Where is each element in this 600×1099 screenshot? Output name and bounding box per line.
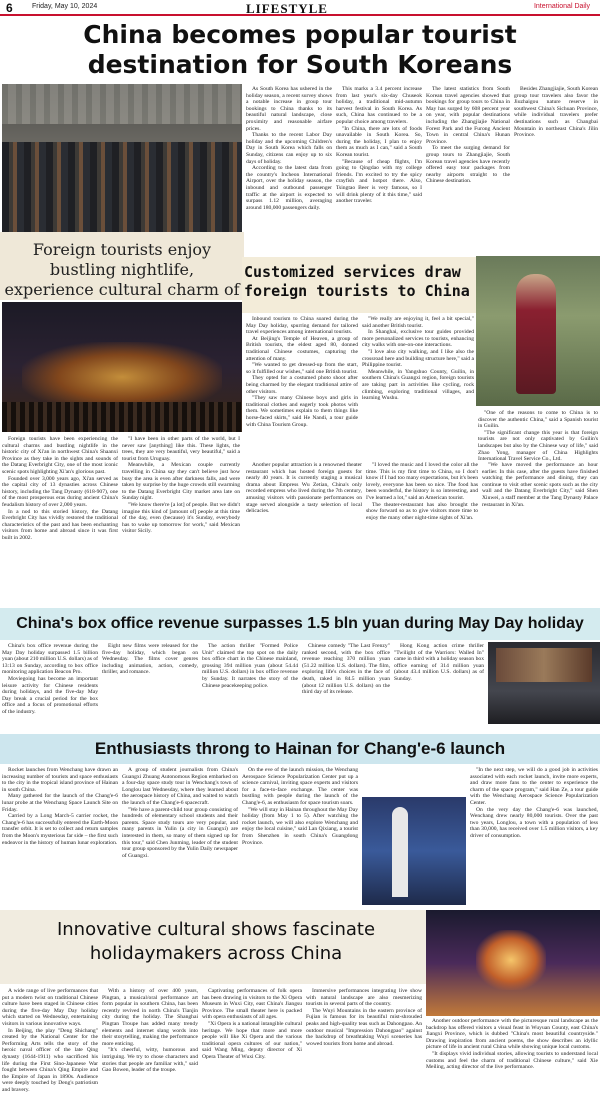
hainan-column-3: On the eve of the launch mission, the Wenchang Aerospace Science Popularization Center put up a science carnival, inviting space experts and visitors for a face-to-face exchange. The center was bustling with people during the launch of the Chang'e-6, as enthusiasm for space tourism soars. "We will stay in Hainan throughout the May Day holiday (from May 1 to 5). After watching the rocket launch, we will also explore Wenchang and enjoy the local cuisine," said Lan Qixiang, a tourist from Shenzhen in south China's Guangdong Province. [242,767,358,846]
innovative-headline: Innovative cultural shows fascinate holidaymakers across China [56,919,376,964]
paper-name: International Daily [533,3,590,10]
section-name: LIFESTYLE [246,1,328,16]
xian-column-5: "We have moved the performance an hour earlier. In this case, after the guests have finished watching the performance and dining, they can continue to visit other scenic spots such as the city wall and the Datang Everbright City," said Shen Xiuwei, a staff member at the Tang Dynasty Palace restaurant in Xi'an. [482,462,598,508]
xian-column-3: Another popular attraction is a renowned theater restaurant which has hosted foreign guests for nearly 40 years. It is currently staging a musical drama about Empress Wu Zetian, China's only recorded empress who lived during the 7th century, amusing visitors with passionate performances on stage served alongside a tasty selection of local delicacies. [246,462,362,515]
lead-column-3: The latest statistics from South Korean travel agencies showed that bookings for group tours to China in May has surged by 608 percent year on year, with popular destinations including the Zhangjiajie National Forest Park and the Furong Ancient Town in central China's Hunan Province. To meet the surging demand for group tours to Zhangjiajie, South Korean travel agencies have recently offered easy tour packages from nearby airports straight to the Chinese destination. [426,86,510,185]
airport-crowd-photo [2,84,242,232]
hainan-column-1: Rocket launches from Wenchang have drawn an increasing number of tourists and space enthusiasts to the city in the tropical island province of Hainan in south China. Many gathered for the launch of the Chang'e-6 lunar probe at the Wenchang Space Launch Site on Friday. Carried by a Long March-5 carrier rocket, the Chang'e-6 has successfully entered the Earth-Moon transfer orbit. It is set to collect and return samples from the Moon's mysterious far side – the first such endeavor in the history of human lunar exploration. [2,767,118,846]
rocket-model-photo [362,797,466,905]
lead-column-1: As South Korea has ushered in the holiday season, a recent survey shows a notable increase in group tour bookings to China thanks to its beautiful natural landscape, close proximity and reasonable airfare prices. Thanks to the recent Labor Day holiday and the upcoming Children's Day in South Korea which falls on Sunday, citizens can enjoy up to six days of holiday. According to the latest data from the country's Incheon International Airport, over the holiday season, the inbound and outbound passenger traffic at the airport is expected to surpass 1.12 million, averaging around 180,000 passengers daily. [246,86,332,211]
xian-headline: Foreign tourists enjoy bustling nightlife, experience cultural charm of [4,240,240,299]
xian-column-2: "I have been in other parts of the world, but I never saw [anything] like this. These lights, the trees, they are very beautiful, very beautiful," said a tourist from Uruguay. Meanwhile, a Mexican couple currently travelling in China say they can't believe just how busy the area is even after darkness falls, and were taken by surprise by the huge crowds still swarming to the Datang Everbright City market area late on Sunday night. "We know there're [a lot] of people. But we didn't imagine this kind of [amount of] people at this time of the day, even (because) it's Sunday, everybody has to wake up tomorrow for work," said Mexican visitor Sicily. [122,436,240,535]
customized-column-2: "We really are enjoying it, feel a bit special," said another British tourist. In Shanghai, exclusive tour guides provided more personalized services to tourists, enhancing city walks with one-on-one interactions. "I love also city walking, and I like also the crossroad here and building structure here," said a Philippine tourist. Meanwhile, in Yangshuo County, Guilin, in southern China's Guangxi region, foreign tourists are taking part in activities like cycling, rock climbing, exploring traditional villages, and learning Wushu. [362,316,474,402]
hainan-column-2: A group of student journalists from China's Guangxi Zhuang Autonomous Region embarked on a four-day space study tour in Wenchang's town of Longlou last Wednesday, where they learned about the aerospace history of China, and waited to watch the launch of the Chang'e-6 spacecraft. "We have a parent-child tour group consisting of hundreds of elementary school students and their parents. Space study tours are very popular, and many parents in Yulin (a city in Guangxi) are interested in them, so many of them signed up for this tour," said Chen Junming, leader of the student tour group sponsored by the Yulin Daily newspaper of Guangxi. [122,767,238,859]
xian-night-photo [2,302,242,432]
innovative-column-1: A wide range of live performances that put a modern twist on traditional Chinese culture have been staged in Chinese cities during the five-day May Day holiday which started on Wednesday, entertaining visitors in various innovative ways. In Beijing, the play "Deng Shichang" created by the National Center for the Performing Arts tells the story of the heroic naval officer of the late Qing dynasty (1644-1911) who sacrificed his life during the First Sino-Japanese War fought between China's Qing Empire and the Empire of Japan in 1890s. Audience were deeply touched by Deng's patriotism and bravery. [2,988,98,1093]
stage-performance-photo [426,910,600,1016]
customized-column-3: "One of the reasons to come to China is to discover the authentic China," said a Spanish tourist in Guilin. "The significant change this year is that foreign tourists are not only captivated by Guilin's landscapes but also by the Chinese way of life," said Zhao Yong, manager of China Highlights International Travel Service Co., Ltd. [478,410,598,462]
box-office-headline: China's box office revenue surpasses 1.5 bln yuan during May Day holiday [16,615,584,632]
lead-column-2: This marks a 3.4 percent increase from last year's six-day Chuseok holiday, a traditional mid-autumn harvest festival in South Korea. As such, China has continued to be a popular choice among travelers. "In China, there are lots of foods unavailable in South Korea. So, during the holiday, I plan to enjoy them as much as I can," said a South Korean tourist. "Because of cheap flights, I'm going to Qingdao with my college friends. I'm excited to try the spicy crayfish and hotpot there. Also, Tsingtao Beer is very famous, so I will drink plenty of it this time," said another traveler. [336,86,422,205]
box-office-column-3: The action thriller "Formed Police Unit" claimed the top spot on the daily box office chart in the Chinese mainland, grossing 394 million yuan (about 54.44 million U.S. dollars) in box office revenue by Sunday. It narrates the story of the Chinese peacekeeping police. [202,643,298,689]
customized-column-1: Inbound tourism to China soared during the May Day holiday, spurring demand for tailored travel experiences among international tourists. At Beijing's Temple of Heaven, a group of British tourists, the eldest aged 80, donned traditional Chinese costumes, capturing the attention of many. "We wanted to get dressed-up from the start, so it fulfilled our wishes," said one British tourist. They opted for a costumed photo shoot after being charmed by the elegant traditional attire of other visitors. "They saw many Chinese boys and girls in traditional clothes and eagerly took photos with them. We sometimes explain to them things like horse-faced skirts," said He Nandi, a tour guide with China Tourism Group. [246,316,358,428]
box-office-column-2: Eight new films were released for the five-day holiday, which began on Wednesday. The films cover genres including animation, action, comedy, thriller, and romance. [102,643,198,676]
lead-column-4: Besides Zhangjiajie, South Korean group tour travelers also favor the Jiuzhaigou nature reserve in southwest China's Sichuan Province, while individual travelers prefer destinations such as Changbai Mountain in northeast China's Jilin Province. [514,86,598,139]
customized-headline: Customized services draw foreign tourists to China [244,263,470,300]
innovative-column-2: With a history of over 400 years, Pingtan, a musical/oral performance art form popular in southern China, has been recently revived in north China's Tianjin city during the holiday. The Shanghai Pingtan Troupe has added many trendy elements and internet slang words into their storytelling, making the performance more enticing. "It's cheerful, witty, humorous and intriguing. We try to chose characters and stories that people are familiar with," said Gao Bowen, leader of the troupe. [102,988,198,1074]
innovative-column-4: Immersive performances integrating live show with natural landscape are also mesmerizing tourists in several parts of the country. The Wuyi Mountains in the eastern province of Fujian is famous for its beautiful mist-shrouded peaks and high-quality teas such as Dahongpao. An outdoor musical "Impression Dahongpao" against the backdrop of breathtaking Wuyi sceneries has wowed tourists from home and abroad. [306,988,422,1047]
box-office-column-1: China's box office revenue during the May Day holiday surpassed 1.5 billion yuan (about 210 million U.S. dollars) as of 13:13 on Sunday, according to box office monitoring application Beacon Pro. Moviegoing has become an important leisure activity for Chinese residents during holidays, and the five-day May Day break a crucial period for the box office and a focus of promotional efforts of the industry. [2,643,98,715]
hainan-column-4: "In the next step, we will do a good job in activities associated with each rocket launch, invite more experts, and draw more fans to the center to experience the charm of the space program," said Han Ze, a tour guide with the Wenchang Aerospace Science Popularization Center. On the very day the Chang'e-6 was launched, Wenchang drew nearly 80,000 tourists. Over the past two years, Longlou, a town with a population of less than 30,000, has received over 1.5 million visitors, a key driver of consumption. [470,767,598,839]
lead-headline: China becomes popular tourist destination for South Koreans [83,20,517,79]
page-number: 6 [6,1,13,15]
cinema-audience-photo [488,642,600,724]
box-office-column-4: Chinese comedy "The Last Frenzy" ranked second, with the box office revenue reaching 370 million yuan (51.22 million U.S. dollars). The film, exploring life's choices in the face of death, raked in 84.5 million yuan (about 12 million U.S. dollars) on the third day of its release. [302,643,390,696]
xian-column-1: Foreign tourists have been experiencing the cultural charms and bustling nightlife in the historic city of Xi'an in northwest China's Shaanxi Province as they take in the sights and sounds of the Datang Everbright City, one of the most iconic scenic spots highlighting Xi'an's glorious past. Founded over 3,000 years ago, Xi'an served as the capital city of 13 dynasties across Chinese history, including the Tang Dynasty (618-907), one of the most prosperous eras during ancient China's feudalism history of over 2,000 years. In a nod to this storied history, the Datang Everbright City has vividly restored the traditional characteristics of the past and has been enchanting visitors from home and abroad since it was first built in 2002. [2,436,118,541]
costumed-tourist-photo [476,256,600,406]
issue-date: Friday, May 10, 2024 [32,3,98,10]
hainan-headline: Enthusiasts throng to Hainan for Chang'e-6 launch [94,739,506,758]
box-office-column-5: Hong Kong action crime thriller "Twilight of the Warriors: Walled In" came in third with a holiday season box office earning of 314 million yuan (about 43.4 million U.S. dollars) as of Sunday. [394,643,484,682]
innovative-column-5: Another outdoor performance with the picturesque rural landscape as the backdrop has offered visitors a visual feast in Wuyuan County, east China's Jiangxi Province, which is dubbed "China's most beautiful countryside." Drawing inspiration from ancient poems, the show describes an idyllic picture of life in ancient rural China while showing unique local customs. "It displays vivid individual stories, allowing tourists to understand local customs and feel the charm of traditional Chinese culture," said Xie Meiling, acting director of the live performance. [426,1018,598,1071]
xian-column-4: "I loved the music and I loved the color all the time. This is my first time to China, so I don't know if I had too many expectations, but it's been lovely, everyone has been so nice. The food has been wonderful, the history is so interesting, and I've learned a lot," said an American tourist. The theater-restaurant has also brought the show forward so as to give visitors more time to enjoy the many other night-time sights of Xi'an. [366,462,478,521]
innovative-column-3: Captivating performances of folk opera has been drawing in visitors to the Xi Opera Museum in Wuxi City, east China's Jiangsu Province. The small theater here is packed with opera enthusiasts of all ages. "Xi Opera is a national intangible cultural heritage. We hope that more and more people will like Xi Opera and the various traditional opera cultures of our nation," said Wang Ming, deputy director of Xi Opera Theater of Wuxi City. [202,988,302,1060]
